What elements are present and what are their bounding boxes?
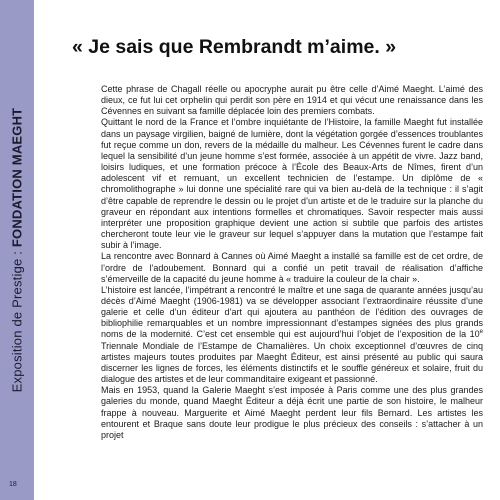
page-number: 18	[9, 481, 17, 488]
paragraph: La rencontre avec Bonnard à Cannes où Aimé Maeght a installé sa famille est de cet ordre, de l’ordre de l’adoubement. Bonnard qui a confié un petit travail de réalisation d’affiche s’émerveille de la capacité du jeune homme à « traduire la couleur de la chair ».	[101, 251, 483, 284]
sidebar	[0, 0, 34, 500]
paragraph: Mais en 1953, quand la Galerie Maeght s’est imposée à Paris comme une des plus grandes galeries du monde, quand Maeght Éditeur a déjà écrit une partie de son histoire, le malheur frappe à nouveau. Marguerite et Aimé Maeght perdent leur fils Bernard. Les artistes les entourent et Braque sans doute leur prodigue le plus précieux des conseils : s’attacher à un projet	[101, 385, 483, 440]
paragraph-part: L’histoire est lancée, l’impétrant a rencontré le maître et une saga de quarante années jusqu’au décès d’Aimé Maeght (1906-1981) va se développer associant l’extraordinaire réussite d’une galerie et celle d’un éditeur d’art qui ajoutera au panthéon de l’édition des ouvrages de bibliophilie remarquables et un nombre impressionnant d’estampes signées des plus grands noms de la modernité. C’est cet ensemble qui est aujourd’hui l’objet de l’exposition de la 10	[101, 284, 483, 340]
sidebar-label-bold: FONDATION MAEGHT	[9, 107, 25, 248]
sidebar-label	[10, 108, 25, 393]
body-text	[101, 84, 483, 441]
page-title: « Je sais que Rembrandt m’aime. »	[72, 36, 397, 58]
paragraph: Cette phrase de Chagall réelle ou apocryphe aurait pu être celle d’Aimé Maeght. L’aimé des dieux, ce fut lui cet orphelin qui perdit son père en 1914 et qui vécut une renaissance dans les Cévennes en suivant sa famille déplacée loin des premiers combats.	[101, 84, 483, 117]
ordinal-superscript: e	[479, 329, 483, 336]
paragraph: Quittant le nord de la France et l’ombre inquiétante de l’Histoire, la famille Maeght fut installée dans un paysage virgilien, baigné de lumière, dont la végétation gorgée d’essences troublantes fut reçue comme un don, revers de la médaille du malheur. Les Cévennes furent le cadre dans lequel la sensibilité d’un jeune homme s’est formée, associée à un appétit de vivre. Jazz band, loisirs ludiques, et une formation précoce à l’École des Beaux-Arts de Nîmes, firent d’un adolescent vif et remuant, un excellent technicien de l’estampe. Un diplôme de « chromolithographe » lui donne une spécialité rare qui va bien au-delà de la technique : il s’agit d’être capable de reprendre le dessin ou le projet d’un artiste et de le traduire sur la planche du graveur en répondant aux intentions formelles et chromatiques. Savoir respecter mais aussi interpréter une proposition graphique devient une action si subtile que parfois des artistes chercheront toute leur vie le graveur sur lequel s’appuyer dans la mutation que l’estampe fait subir à l’image.	[101, 117, 483, 251]
sidebar-label-regular: Exposition de Prestige :	[9, 247, 25, 393]
paragraph-part: Triennale Mondiale de l’Estampe de Chamalières. Un choix exceptionnel d’œuvres de cinq artistes majeurs toutes produites par Maeght Éditeur, est ainsi présenté au public qui saura discerner les lignes de forces, les éléments distinctifs et le souffle généreux et solaire, fruit du dialogue des artistes et de leur commanditaire exigeant et passionné.	[101, 340, 483, 385]
paragraph	[101, 285, 483, 385]
